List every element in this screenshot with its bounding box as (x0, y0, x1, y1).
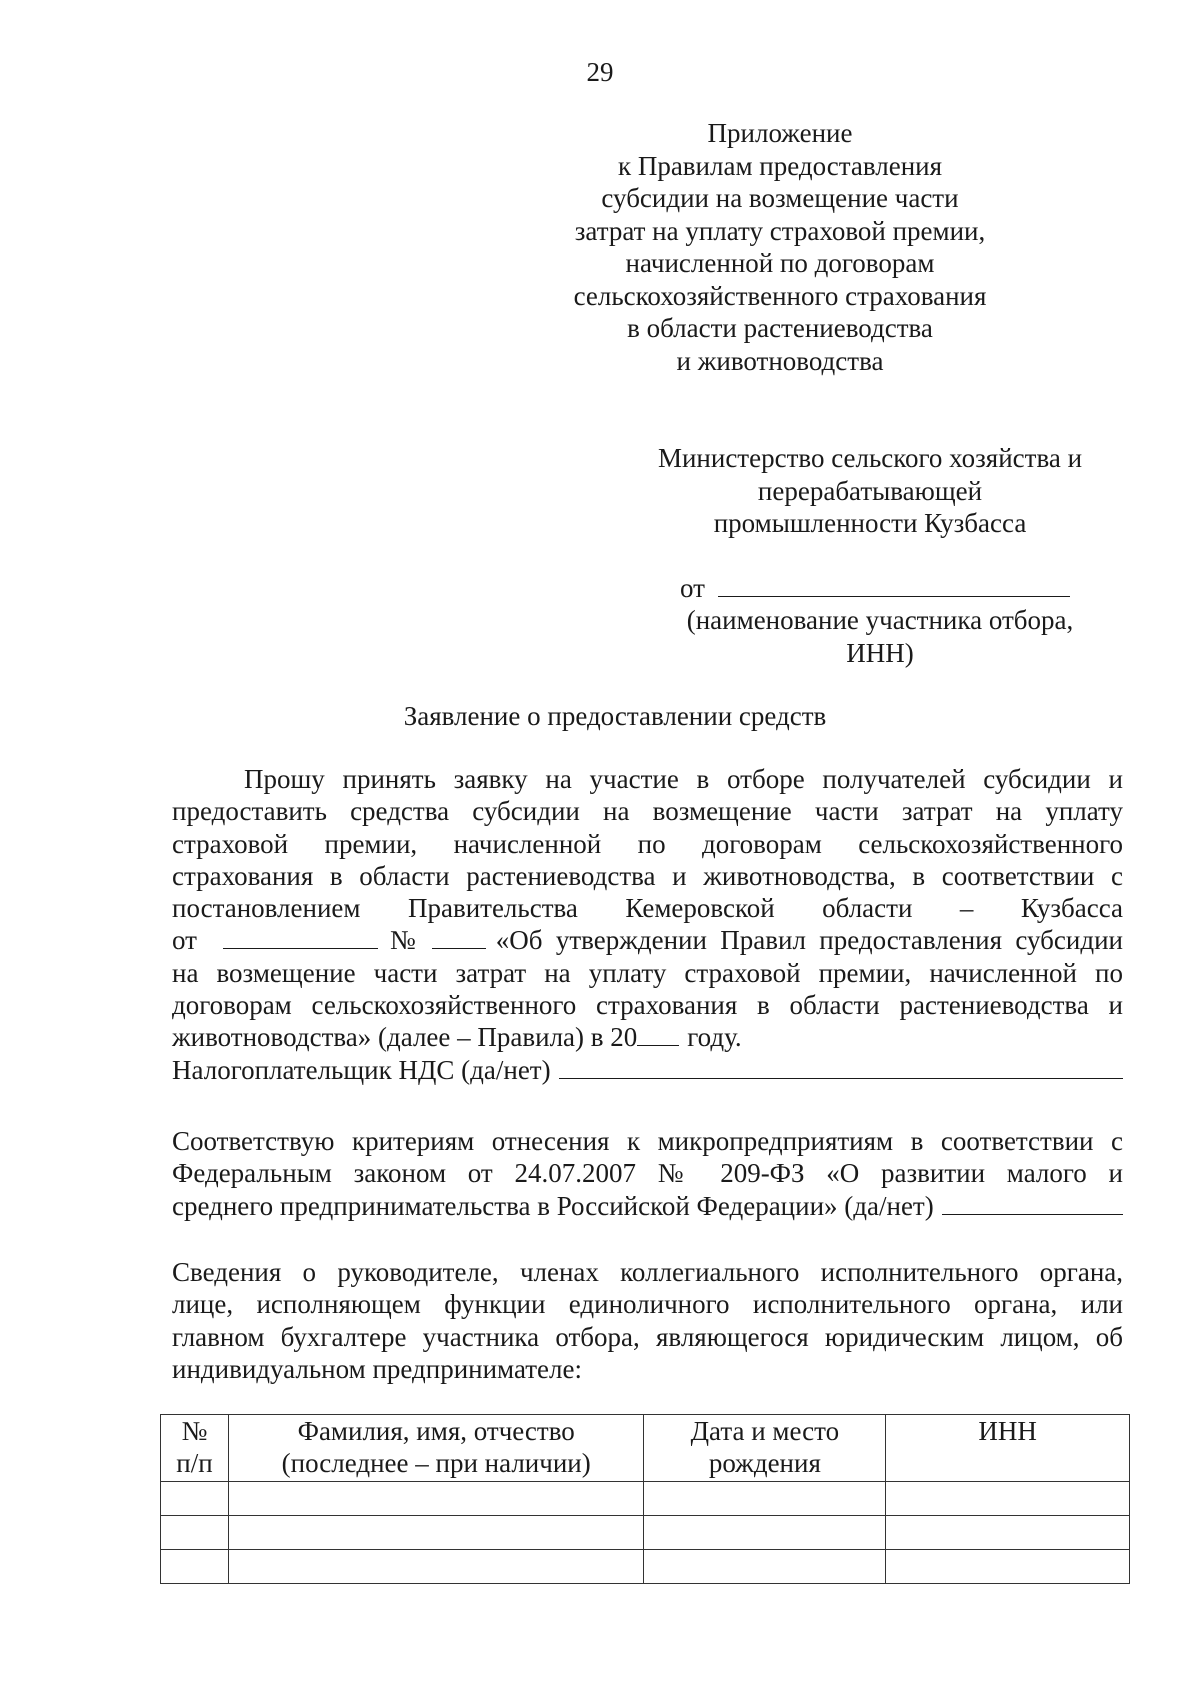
appendix-line: начисленной по договорам (625, 248, 935, 278)
text-line: страховой премии, начисленной по договорам сельскохозяйственного (172, 828, 1123, 859)
page-number: 29 (586, 57, 614, 87)
addressee-line: Министерство сельского хозяйства и (657, 443, 1083, 473)
header-text: Фамилия, имя, отчество (297, 1416, 575, 1446)
resolution-number-label: № (389, 925, 416, 956)
appendix-line: сельскохозяйственного страхования (573, 280, 987, 311)
table-cell[interactable] (161, 1482, 229, 1516)
table-cell[interactable] (161, 1550, 229, 1584)
caption-line: (наименование участника отбора, (686, 605, 1074, 635)
appendix-line: в области растениеводства (627, 313, 933, 343)
table-cell[interactable] (644, 1482, 886, 1516)
table-header-row (161, 1415, 1130, 1482)
applicant-from-line (680, 572, 1070, 604)
micro-enterprise-answer-blank[interactable] (942, 1190, 1123, 1215)
micro-enterprise-label: среднего предпринимательства в Российской Федерации» (да/нет) (172, 1190, 934, 1221)
text-line: индивидуальном предпринимателе: (172, 1353, 582, 1384)
text-line: на возмещение части затрат на уплату страховой премии, начисленной по (172, 957, 1123, 988)
table-cell[interactable] (644, 1516, 886, 1550)
from-label: от (680, 573, 705, 603)
table-cell[interactable] (644, 1550, 886, 1584)
resolution-date-blank[interactable] (223, 924, 378, 949)
addressee-line: перерабатывающей (757, 475, 983, 506)
addressee-block (640, 442, 1100, 540)
table-cell[interactable] (228, 1482, 644, 1516)
vat-label: Налогоплательщик НДС (да/нет) (172, 1054, 551, 1085)
appendix-block (560, 117, 1000, 377)
table-cell[interactable] (228, 1516, 644, 1550)
text-line: Федеральным законом от 24.07.2007 № 209-ФЗ «О развитии малого и (172, 1158, 1123, 1189)
micro-enterprise-answer-line (172, 1190, 1123, 1222)
management-info-paragraph (172, 1256, 1123, 1385)
appendix-line: и животноводства (676, 345, 884, 376)
header-text: № (181, 1416, 208, 1446)
vat-line (172, 1054, 1123, 1086)
text-line: Прошу принять заявку на участие в отборе получателей субсидии и (244, 764, 1123, 794)
applicant-name-blank[interactable] (718, 572, 1070, 597)
request-paragraph (172, 763, 1123, 1086)
caption-line: ИНН) (846, 637, 914, 668)
year-line (172, 1021, 1123, 1053)
table-row (161, 1482, 1130, 1516)
appendix-line: к Правилам предоставления (617, 150, 943, 181)
document-title: Заявление о предоставлении средств (403, 701, 827, 731)
column-header-number (161, 1415, 229, 1482)
header-text: п/п (176, 1448, 213, 1478)
header-text: ИНН (978, 1416, 1037, 1446)
header-text: Дата и место (690, 1416, 840, 1446)
text-line: лице, исполняющем функции единоличного исполнительного органа, или (172, 1289, 1123, 1320)
table-cell[interactable] (886, 1516, 1130, 1550)
management-info-table (160, 1414, 1130, 1584)
addressee-line: промышленности Кузбасса (713, 508, 1027, 538)
year-text-end: году. (687, 1022, 742, 1053)
text-line: договорам сельскохозяйственного страхования в области растениеводства и (172, 990, 1123, 1021)
resolution-title-text: «Об утверждении Правил предоставления субсидии (495, 925, 1123, 956)
table-row (161, 1516, 1130, 1550)
year-blank[interactable] (637, 1021, 679, 1046)
table-body (161, 1482, 1130, 1584)
table-cell[interactable] (886, 1482, 1130, 1516)
text-line: главном бухгалтере участника отбора, являющегося юридическим лицом, об (172, 1321, 1123, 1352)
text-line: Сведения о руководителе, членах коллегиального исполнительного органа, (172, 1257, 1123, 1287)
text-line: Соответствую критериям отнесения к микропредприятиям в соответствии с (172, 1126, 1123, 1156)
year-text-start: животноводства» (далее – Правила) в 20 (172, 1022, 638, 1053)
text-line: предоставить средства субсидии на возмещение части затрат на уплату (172, 796, 1123, 827)
column-header-inn (886, 1415, 1130, 1482)
table-row (161, 1550, 1130, 1584)
vat-answer-blank[interactable] (559, 1054, 1123, 1079)
column-header-full-name (228, 1415, 644, 1482)
text-line: постановлением Правительства Кемеровской области – Кузбасса (172, 893, 1123, 924)
appendix-line: Приложение (707, 118, 853, 148)
header-text: (последнее – при наличии) (281, 1448, 591, 1478)
header-text: рождения (708, 1448, 821, 1478)
applicant-caption (660, 604, 1100, 669)
table-cell[interactable] (228, 1550, 644, 1584)
resolution-number-blank[interactable] (432, 924, 486, 949)
appendix-line: затрат на уплату страховой премии, (574, 215, 986, 246)
appendix-line: субсидии на возмещение части (601, 183, 959, 213)
table-cell[interactable] (886, 1550, 1130, 1584)
resolution-ref-line (172, 924, 1123, 956)
table-cell[interactable] (161, 1516, 229, 1550)
resolution-from-label: от (172, 925, 197, 956)
micro-enterprise-paragraph (172, 1125, 1123, 1222)
column-header-birth (644, 1415, 886, 1482)
text-line: страхования в области растениеводства и животноводства, в соответствии с (172, 860, 1123, 891)
